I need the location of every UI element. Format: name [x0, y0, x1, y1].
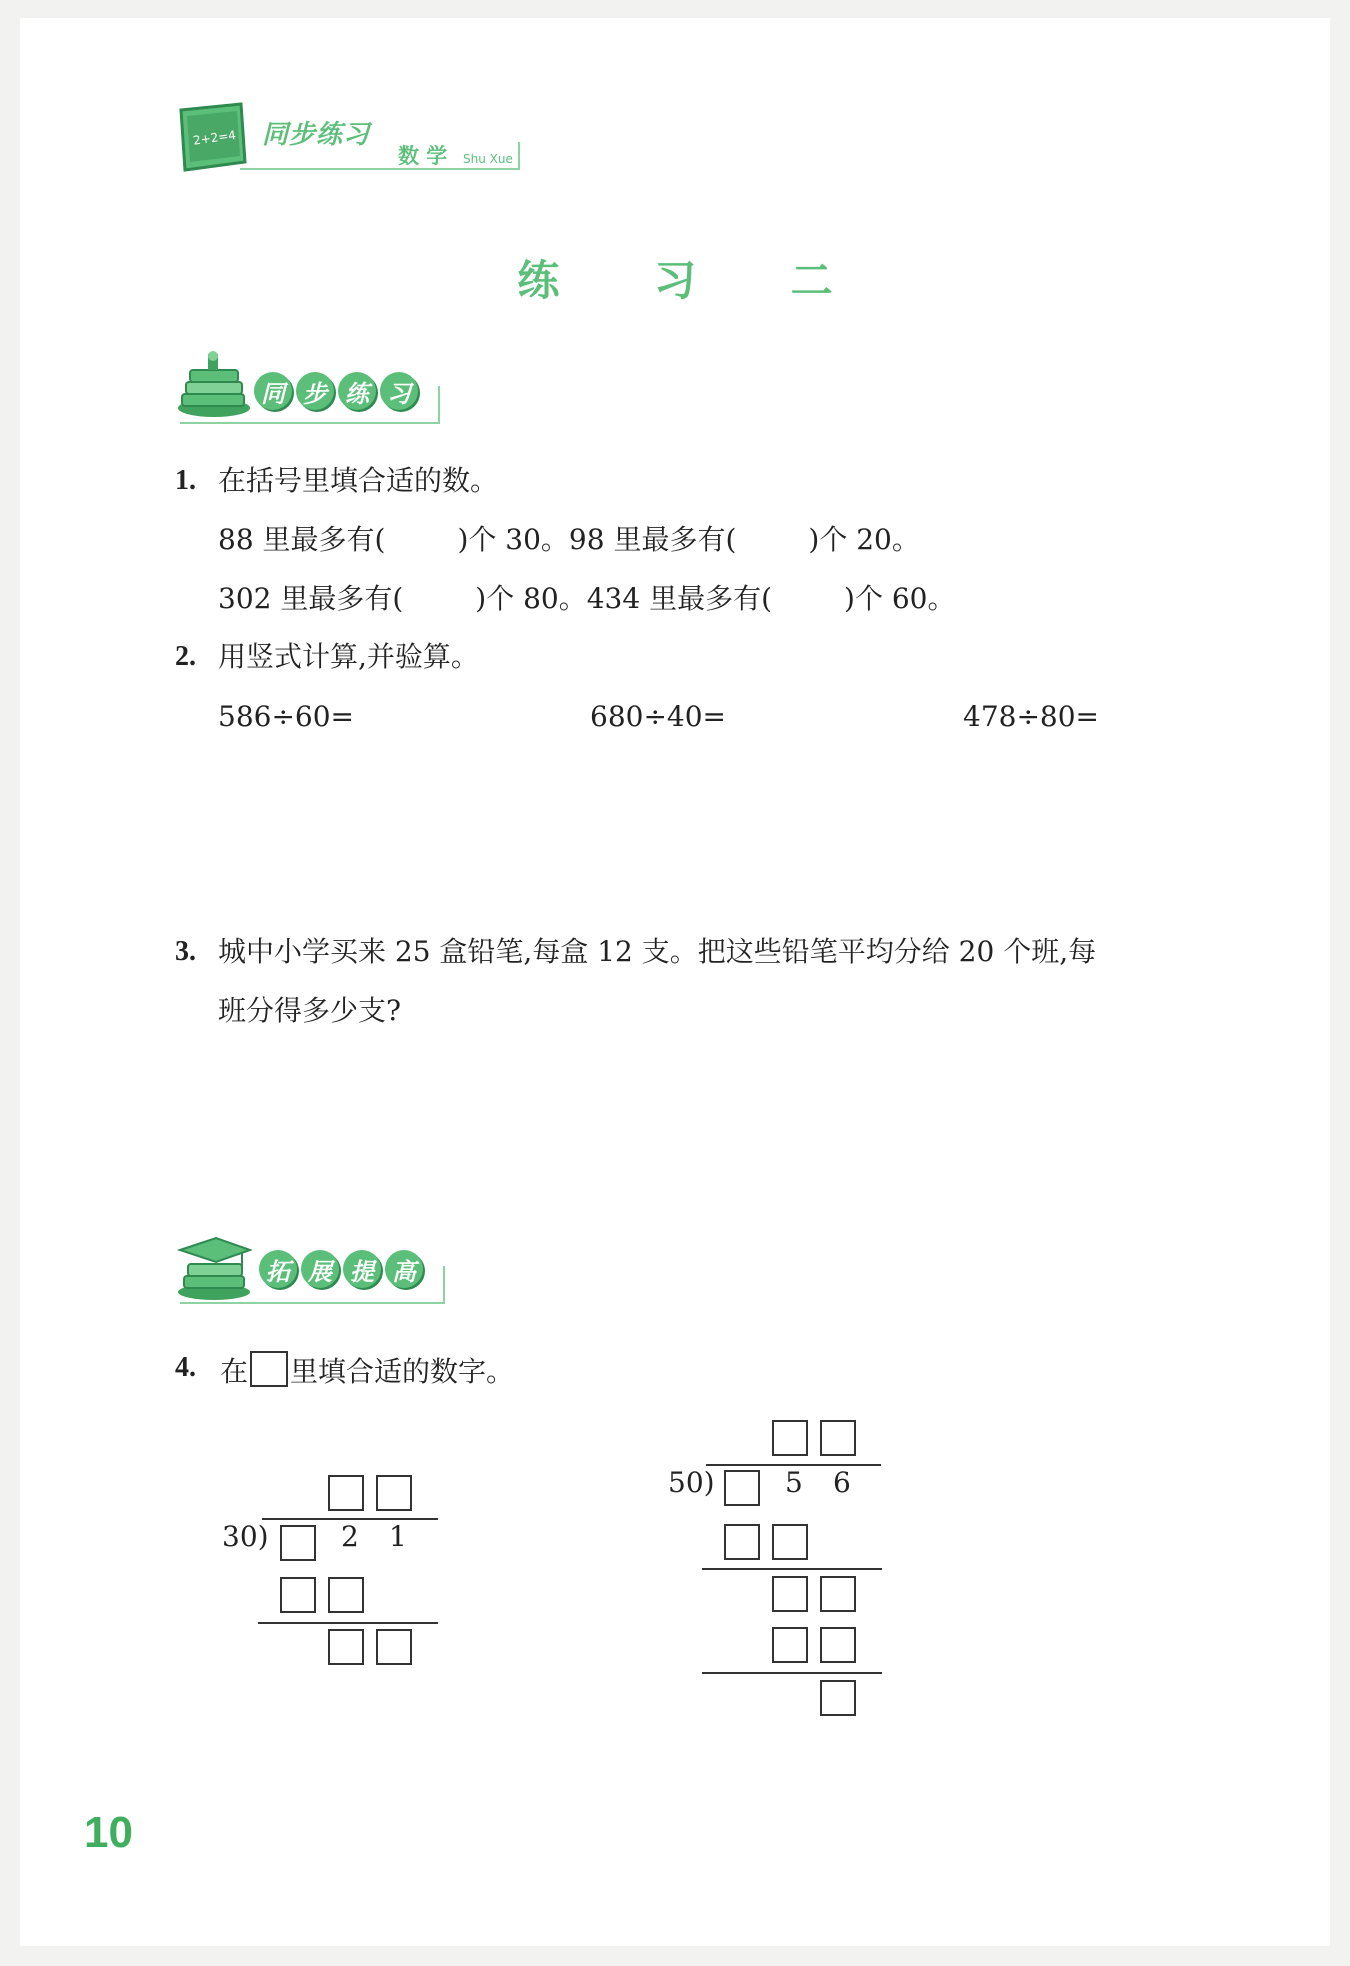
division-expression: 586÷60=	[218, 700, 354, 733]
banner-char: 展	[301, 1250, 339, 1288]
digit-box[interactable]	[820, 1627, 856, 1663]
subject-label: 数 学	[398, 144, 448, 168]
digit-box[interactable]	[376, 1475, 412, 1511]
banner-char: 高	[385, 1250, 423, 1288]
digit-box[interactable]	[376, 1629, 412, 1665]
digit-box[interactable]	[328, 1577, 364, 1613]
question-number: 3.	[175, 936, 196, 967]
question-prompt: 在括号里填合适的数。	[218, 464, 499, 497]
banner-char: 习	[380, 372, 418, 410]
banner-rule-end	[438, 386, 440, 422]
question-number: 2.	[175, 641, 196, 672]
question-prompt: 用竖式计算,并验算。	[218, 640, 479, 673]
dividend-digit: 2	[341, 1520, 359, 1553]
page-number: 10	[84, 1808, 133, 1857]
banner-char: 同	[254, 372, 292, 410]
dividend-digit: 1	[389, 1520, 407, 1553]
word-problem-line: 城中小学买来 25 盒铅笔,每盒 12 支。把这些铅笔平均分给 20 个班,每	[218, 935, 1097, 968]
text-segment: )个 20。	[808, 523, 920, 556]
chalkboard-text: 2+2=4	[192, 127, 237, 148]
dividend-digit: 5	[785, 1466, 803, 1499]
chalkboard-icon	[175, 100, 251, 176]
digit-box[interactable]	[820, 1680, 856, 1716]
banner-char: 练	[338, 372, 376, 410]
banner-char: 提	[343, 1250, 381, 1288]
subtraction-line	[702, 1568, 882, 1570]
fill-line-1	[218, 523, 920, 557]
banner-rule	[180, 1302, 445, 1304]
digit-box[interactable]	[820, 1576, 856, 1612]
fill-line-2	[218, 582, 955, 616]
subtraction-line	[258, 1622, 438, 1624]
digit-box[interactable]	[772, 1524, 808, 1560]
header-rule	[240, 168, 520, 170]
digit-box[interactable]	[280, 1525, 316, 1561]
digit-box[interactable]	[328, 1629, 364, 1665]
digit-box[interactable]	[724, 1524, 760, 1560]
digit-box[interactable]	[328, 1475, 364, 1511]
digit-box[interactable]	[772, 1420, 808, 1456]
question-number: 4.	[175, 1352, 196, 1383]
text-segment: 在	[220, 1355, 249, 1388]
question-number: 1.	[175, 465, 196, 496]
series-title: 同步练习	[262, 120, 371, 150]
section-banner-extend	[259, 1250, 423, 1288]
subject-pinyin: Shu Xue	[463, 152, 513, 166]
dividend-digit: 6	[833, 1466, 851, 1499]
example-box	[250, 1351, 288, 1387]
text-segment: 88 里最多有(	[218, 523, 386, 556]
divisor: 30)	[222, 1520, 269, 1553]
text-segment: 里填合适的数字。	[290, 1355, 515, 1388]
text-segment: 302 里最多有(	[218, 582, 404, 615]
question-prompt	[220, 1351, 514, 1389]
text-segment: )个 60。	[844, 582, 956, 615]
digit-box[interactable]	[280, 1577, 316, 1613]
section-banner-sync	[254, 372, 418, 410]
books-icon	[172, 350, 252, 420]
division-expression: 680÷40=	[590, 700, 726, 733]
banner-char: 步	[296, 372, 334, 410]
digit-box[interactable]	[772, 1627, 808, 1663]
text-segment: )个 30。98 里最多有(	[457, 523, 737, 556]
page-title: 练 习 二	[517, 256, 873, 305]
banner-char: 拓	[259, 1250, 297, 1288]
divisor: 50)	[668, 1466, 715, 1499]
banner-rule	[180, 422, 440, 424]
digit-box[interactable]	[724, 1470, 760, 1506]
digit-box[interactable]	[772, 1576, 808, 1612]
text-segment: )个 80。434 里最多有(	[475, 582, 773, 615]
subtraction-line	[702, 1672, 882, 1674]
header-rule-end	[518, 142, 520, 168]
division-expression: 478÷80=	[963, 700, 1099, 733]
word-problem-line: 班分得多少支?	[218, 994, 402, 1027]
banner-rule-end	[443, 1266, 445, 1302]
digit-box[interactable]	[820, 1420, 856, 1456]
graduation-cap-icon	[172, 1232, 252, 1302]
